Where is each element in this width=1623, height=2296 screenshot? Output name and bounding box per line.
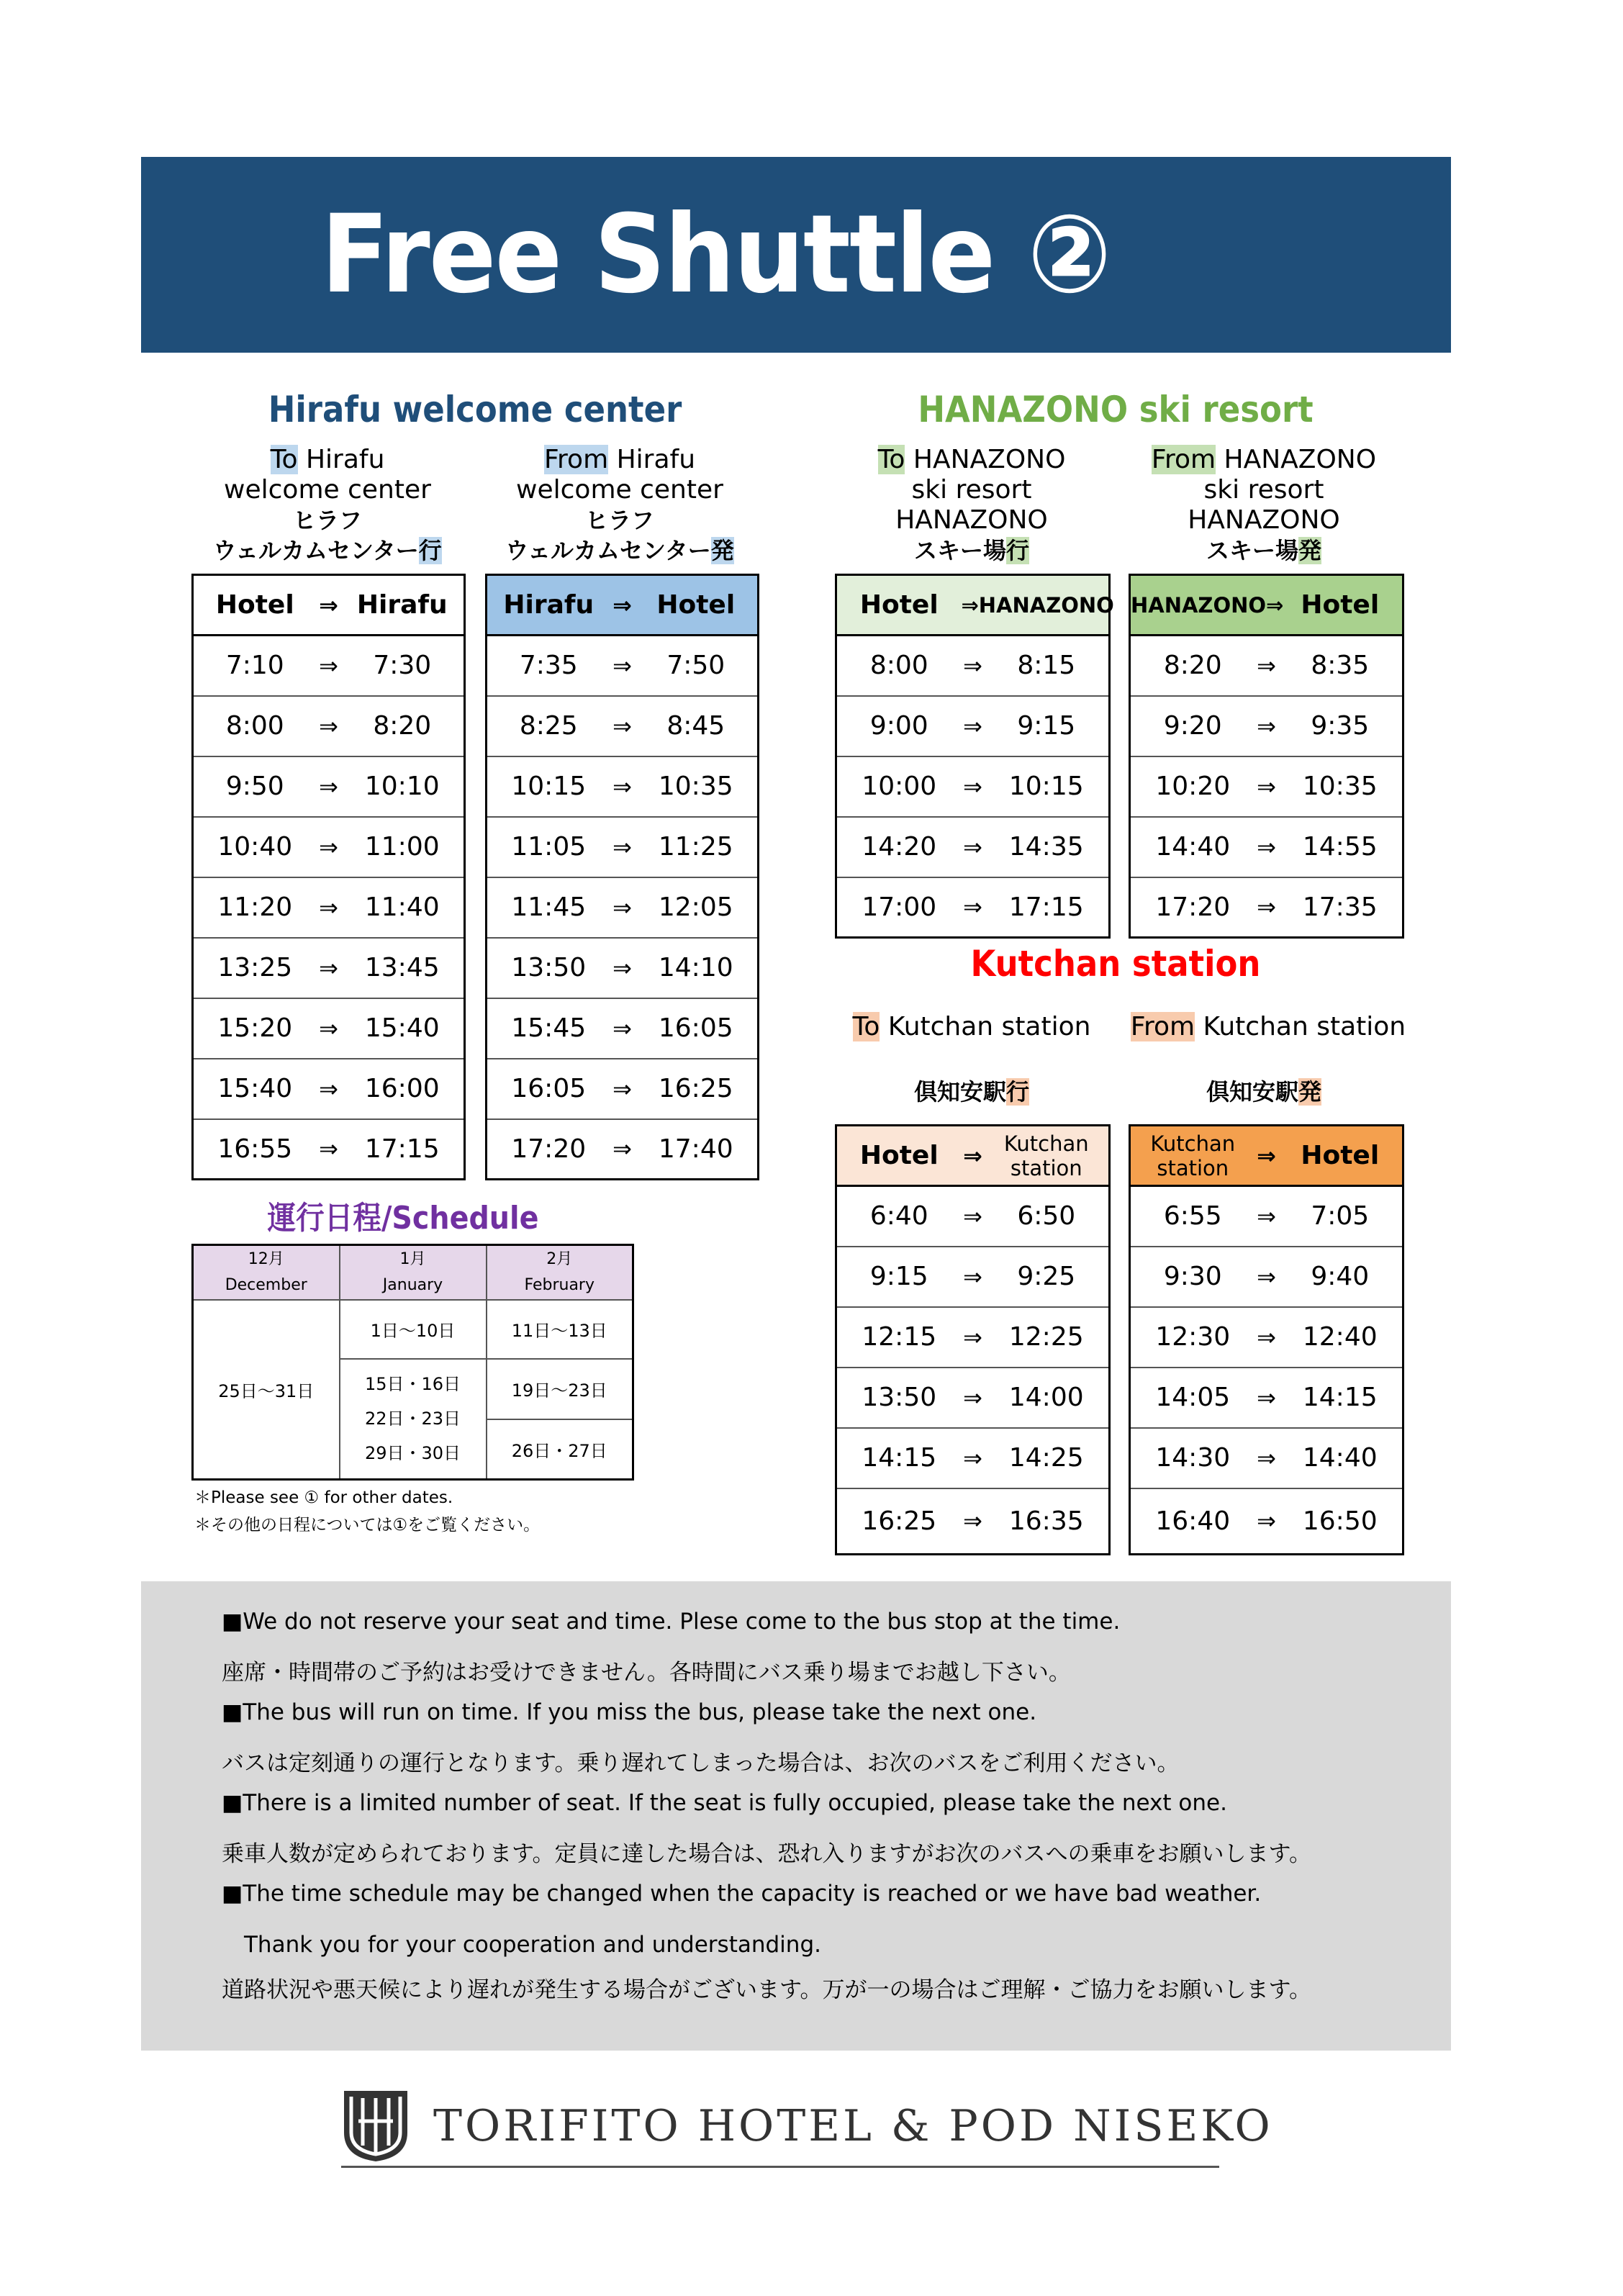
heading-jp-highlight: 発 <box>710 537 734 564</box>
time-cell: 16:55 <box>193 1119 317 1180</box>
time-cell: 17:20 <box>487 1119 610 1180</box>
table-row <box>1130 1186 1403 1247</box>
notice-line: Thank you for your cooperation and understanding. <box>222 1932 821 1958</box>
time-cell: 10:15 <box>985 756 1110 817</box>
kutchan-from-jp <box>1127 1077 1401 1107</box>
notice-line: ■We do not reserve your seat and time. Plese come to the bus stop at the time. <box>222 1609 1121 1635</box>
heading-jp1: ヒラフ <box>292 507 362 534</box>
heading-jp1: ヒラフ <box>584 507 654 534</box>
time-cell: 9:00 <box>836 696 962 756</box>
table-row <box>1130 1307 1403 1368</box>
heading-jp-highlight: 行 <box>418 537 442 564</box>
time-cell: 8:20 <box>341 696 465 756</box>
arrow-cell: ⇒ <box>962 877 985 938</box>
header-cell: Hotel <box>193 575 317 636</box>
arrow-cell: ⇒ <box>317 877 341 938</box>
heading-line2: ski resort <box>1203 475 1324 505</box>
logo-text: TORIFITO HOTEL & POD NISEKO <box>433 2101 1273 2151</box>
table-row <box>193 817 465 877</box>
time-cell: 11:45 <box>487 877 610 938</box>
month-jp: 12月 <box>248 1249 284 1268</box>
time-cell: 11:25 <box>635 817 759 877</box>
hirafu-from-heading <box>487 445 753 566</box>
time-cell: 6:50 <box>985 1186 1110 1247</box>
heading-jp-highlight: 行 <box>1006 1078 1030 1106</box>
arrow-cell: ⇒ <box>1255 1428 1278 1488</box>
time-cell: 9:25 <box>985 1247 1110 1307</box>
time-cell: 14:40 <box>1278 1428 1403 1488</box>
arrow-cell: ⇒ <box>1255 756 1278 817</box>
heading-jp1: HANAZONO <box>895 505 1048 535</box>
time-cell: 15:20 <box>193 998 317 1059</box>
kutchan-to-jp <box>835 1077 1108 1107</box>
time-cell: 9:30 <box>1130 1247 1255 1307</box>
heading-jp2: ウェルカムセンター <box>213 537 419 564</box>
time-cell: 10:10 <box>341 756 465 817</box>
notice-line: 乗車人数が定められております。定員に達した場合は、恐れ入りますがお次のバスへの乗車をお願いします。 <box>222 1841 1312 1867</box>
time-cell: 9:50 <box>193 756 317 817</box>
time-cell: 13:25 <box>193 938 317 998</box>
table-row <box>1130 1247 1403 1307</box>
arrow-cell: ⇒ <box>317 575 341 636</box>
table-row <box>836 756 1110 817</box>
table-row <box>836 817 1110 877</box>
header-cell: HANAZONO⇒ <box>1130 575 1278 636</box>
time-cell: 14:35 <box>985 817 1110 877</box>
hirafu-to-table <box>191 574 466 1180</box>
month-en: December <box>225 1275 307 1294</box>
page-title: Free Shuttle ② <box>321 192 1111 317</box>
arrow-cell: ⇒ <box>610 636 635 696</box>
arrow-cell: ⇒ <box>610 877 635 938</box>
time-cell: 14:20 <box>836 817 962 877</box>
table-row <box>487 998 759 1059</box>
header-line2: station <box>1010 1155 1082 1180</box>
table-row <box>1130 1368 1403 1428</box>
arrow-cell: ⇒ <box>962 756 985 817</box>
time-cell: 16:05 <box>487 1059 610 1119</box>
time-cell: 10:35 <box>1278 756 1403 817</box>
time-cell: 6:40 <box>836 1186 962 1247</box>
table-row <box>836 1186 1110 1247</box>
month-en: January <box>382 1275 443 1294</box>
february-dates: 26日・27日 <box>487 1419 633 1480</box>
date-line: 29日・30日 <box>364 1443 461 1464</box>
table-row <box>1130 696 1403 756</box>
header-cell <box>1130 1126 1255 1186</box>
time-cell: 16:40 <box>1130 1488 1255 1555</box>
hanazono-to-heading <box>835 445 1108 566</box>
time-cell: 12:30 <box>1130 1307 1255 1368</box>
time-cell: 14:10 <box>635 938 759 998</box>
hanazono-from-table <box>1129 574 1404 939</box>
heading-jp-highlight: 発 <box>1298 1078 1322 1106</box>
notice-line: ■There is a limited number of seat. If the seat is fully occupied, please take the next one. <box>222 1790 1227 1816</box>
hirafu-title: Hirafu welcome center <box>268 389 682 430</box>
table-row <box>836 696 1110 756</box>
time-cell: 8:00 <box>836 636 962 696</box>
table-row <box>836 636 1110 696</box>
time-cell: 10:35 <box>635 756 759 817</box>
time-cell: 16:35 <box>985 1488 1110 1555</box>
table-header-row <box>836 575 1110 636</box>
heading-highlight: To <box>852 1012 880 1041</box>
february-dates: 11日～13日 <box>487 1300 633 1359</box>
table-row <box>487 1059 759 1119</box>
time-cell: 9:20 <box>1130 696 1255 756</box>
heading-jp: 倶知安駅 <box>1206 1078 1298 1106</box>
time-cell: 14:40 <box>1130 817 1255 877</box>
time-cell: 8:45 <box>635 696 759 756</box>
january-dates: 1日～10日 <box>340 1300 487 1359</box>
time-cell: 10:00 <box>836 756 962 817</box>
heading-jp: 倶知安駅 <box>913 1078 1006 1106</box>
notice-line: 座席・時間帯のご予約はお受けできません。各時間にバス乗り場までお越し下さい。 <box>222 1660 1071 1686</box>
heading-jp1: HANAZONO <box>1188 505 1340 535</box>
arrow-cell: ⇒ <box>962 1428 985 1488</box>
header-cell: Hotel <box>1278 575 1403 636</box>
table-row <box>193 1059 465 1119</box>
arrow-cell: ⇒ <box>1255 1247 1278 1307</box>
table-row <box>193 756 465 817</box>
time-cell: 12:15 <box>836 1307 962 1368</box>
time-cell: 8:35 <box>1278 636 1403 696</box>
hanazono-from-heading <box>1127 445 1401 566</box>
arrow-cell: ⇒ <box>1255 1307 1278 1368</box>
schedule-row <box>193 1300 633 1359</box>
kutchan-to-table <box>835 1124 1111 1555</box>
time-cell: 10:40 <box>193 817 317 877</box>
time-cell: 12:25 <box>985 1307 1110 1368</box>
table-row <box>487 877 759 938</box>
time-cell: 12:40 <box>1278 1307 1403 1368</box>
time-cell: 17:15 <box>985 877 1110 938</box>
heading-line2: welcome center <box>224 475 431 505</box>
table-row <box>193 938 465 998</box>
table-row <box>487 636 759 696</box>
time-cell: 15:40 <box>341 998 465 1059</box>
heading-highlight: To <box>877 445 905 474</box>
time-cell: 7:50 <box>635 636 759 696</box>
time-cell: 17:40 <box>635 1119 759 1180</box>
arrow-cell: ⇒ <box>610 817 635 877</box>
arrow-cell: ⇒ <box>317 756 341 817</box>
arrow-cell: ⇒ <box>610 938 635 998</box>
arrow-cell: ⇒ <box>610 696 635 756</box>
table-row <box>836 1368 1110 1428</box>
table-row <box>193 1119 465 1180</box>
time-cell: 9:15 <box>836 1247 962 1307</box>
time-cell: 17:20 <box>1130 877 1255 938</box>
table-row <box>193 998 465 1059</box>
arrow-cell: ⇒ <box>1255 877 1278 938</box>
header-cell: Hotel <box>1278 1126 1403 1186</box>
time-cell: 14:15 <box>1278 1368 1403 1428</box>
kutchan-from-heading <box>1127 1012 1409 1042</box>
schedule-table <box>191 1244 634 1481</box>
arrow-cell: ⇒ <box>317 696 341 756</box>
arrow-cell: ⇒ <box>317 1059 341 1119</box>
arrow-cell: ⇒ <box>610 1059 635 1119</box>
time-cell: 11:20 <box>193 877 317 938</box>
time-cell: 14:05 <box>1130 1368 1255 1428</box>
table-row <box>487 938 759 998</box>
title-banner <box>141 157 1451 353</box>
table-header-row <box>1130 575 1403 636</box>
month-header <box>487 1245 633 1300</box>
hirafu-from-table <box>485 574 759 1180</box>
kutchan-title: Kutchan station <box>970 943 1261 985</box>
heading-jp-highlight: 発 <box>1298 537 1322 564</box>
time-cell: 9:40 <box>1278 1247 1403 1307</box>
time-cell: 13:50 <box>487 938 610 998</box>
time-cell: 14:55 <box>1278 817 1403 877</box>
header-cell <box>985 1126 1110 1186</box>
arrow-cell: ⇒ <box>962 1368 985 1428</box>
arrow-cell: ⇒ <box>1255 1126 1278 1186</box>
notice-line: 道路状況や悪天候により遅れが発生する場合がございます。万が一の場合はご理解・ご協力をお願いします。 <box>222 1977 1312 2003</box>
notice-line: バスは定刻通りの運行となります。乗り遅れてしまった場合は、お次のバスをご利用ください。 <box>222 1750 1180 1776</box>
heading-jp2: ウェルカムセンター <box>505 537 711 564</box>
time-cell: 15:45 <box>487 998 610 1059</box>
january-dates <box>340 1359 487 1480</box>
header-cell: Hotel <box>635 575 759 636</box>
arrow-cell: ⇒ <box>610 1119 635 1180</box>
time-cell: 17:15 <box>341 1119 465 1180</box>
month-header <box>193 1245 340 1300</box>
arrow-cell: ⇒ <box>962 696 985 756</box>
arrow-cell: ⇒ <box>962 1247 985 1307</box>
hanazono-title: HANAZONO ski resort <box>918 389 1314 430</box>
arrow-cell: ⇒ <box>962 1307 985 1368</box>
time-cell: 7:10 <box>193 636 317 696</box>
heading-rest: Hirafu <box>297 445 385 474</box>
time-cell: 10:15 <box>487 756 610 817</box>
heading-jp-highlight: 行 <box>1006 537 1030 564</box>
kutchan-from-table <box>1129 1124 1404 1555</box>
heading-line2: ski resort <box>911 475 1032 505</box>
kutchan-to-heading <box>835 1012 1108 1042</box>
heading-jp2: スキー場 <box>1206 537 1298 564</box>
hirafu-to-heading <box>194 445 461 566</box>
table-row <box>487 696 759 756</box>
arrow-cell: ⇒ <box>610 998 635 1059</box>
time-cell: 10:20 <box>1130 756 1255 817</box>
hotel-logo <box>341 2085 1273 2166</box>
table-header-row <box>487 575 759 636</box>
table-header-row <box>193 575 465 636</box>
heading-jp2: スキー場 <box>913 537 1006 564</box>
time-cell: 16:50 <box>1278 1488 1403 1555</box>
february-dates: 19日～23日 <box>487 1359 633 1419</box>
header-cell: Hirafu <box>487 575 610 636</box>
arrow-cell: ⇒ <box>610 756 635 817</box>
table-row <box>1130 877 1403 938</box>
logo-underline <box>341 2166 1219 2168</box>
time-cell: 8:00 <box>193 696 317 756</box>
arrow-cell: ⇒ <box>317 817 341 877</box>
time-cell: 12:05 <box>635 877 759 938</box>
schedule-note-jp: ＊その他の日程については①をご覧ください。 <box>194 1516 541 1535</box>
time-cell: 9:15 <box>985 696 1110 756</box>
table-row <box>1130 1428 1403 1488</box>
heading-rest: HANAZONO <box>1216 445 1377 474</box>
header-line1: Kutchan <box>1150 1131 1236 1156</box>
time-cell: 11:05 <box>487 817 610 877</box>
heading-rest: Hirafu <box>608 445 696 474</box>
month-header <box>340 1245 487 1300</box>
arrow-cell: ⇒ <box>962 1126 985 1186</box>
table-row <box>1130 1488 1403 1555</box>
time-cell: 8:25 <box>487 696 610 756</box>
table-row <box>487 817 759 877</box>
table-row <box>193 696 465 756</box>
table-row <box>836 1488 1110 1555</box>
time-cell: 16:25 <box>635 1059 759 1119</box>
arrow-cell: ⇒ <box>962 817 985 877</box>
table-row <box>193 877 465 938</box>
hanazono-to-table <box>835 574 1114 939</box>
table-row <box>1130 817 1403 877</box>
table-row <box>487 756 759 817</box>
time-cell: 9:35 <box>1278 696 1403 756</box>
time-cell: 7:35 <box>487 636 610 696</box>
arrow-cell: ⇒ <box>317 938 341 998</box>
table-row <box>836 1307 1110 1368</box>
arrow-cell: ⇒ <box>962 1186 985 1247</box>
time-cell: 13:50 <box>836 1368 962 1428</box>
month-jp: 2月 <box>546 1249 573 1268</box>
time-cell: 14:00 <box>985 1368 1110 1428</box>
date-line: 22日・23日 <box>364 1409 461 1429</box>
time-cell: 16:00 <box>341 1059 465 1119</box>
arrow-cell: ⇒ <box>1255 1186 1278 1247</box>
time-cell: 11:40 <box>341 877 465 938</box>
header-line1: Kutchan <box>1003 1131 1089 1156</box>
table-header-row <box>836 1126 1110 1186</box>
heading-rest: Kutchan station <box>1195 1012 1406 1041</box>
header-cell: ⇒HANAZONO <box>962 575 1110 636</box>
arrow-cell: ⇒ <box>1255 1488 1278 1555</box>
notice-line: ■The bus will run on time. If you miss the bus, please take the next one. <box>222 1699 1037 1725</box>
time-cell: 14:30 <box>1130 1428 1255 1488</box>
logo-mark-icon <box>341 2088 410 2163</box>
arrow-cell: ⇒ <box>1255 696 1278 756</box>
time-cell: 11:00 <box>341 817 465 877</box>
table-row <box>1130 636 1403 696</box>
table-row <box>836 1428 1110 1488</box>
time-cell: 14:25 <box>985 1428 1110 1488</box>
table-header-row <box>1130 1126 1403 1186</box>
schedule-header-row <box>193 1245 633 1300</box>
time-cell: 15:40 <box>193 1059 317 1119</box>
header-cell: Hotel <box>836 575 962 636</box>
arrow-cell: ⇒ <box>610 575 635 636</box>
heading-rest: Kutchan station <box>880 1012 1091 1041</box>
arrow-cell: ⇒ <box>317 1119 341 1180</box>
arrow-cell: ⇒ <box>1255 636 1278 696</box>
heading-rest: HANAZONO <box>905 445 1066 474</box>
december-dates: 25日～31日 <box>193 1300 340 1480</box>
header-cell: Hirafu <box>341 575 465 636</box>
time-cell: 6:55 <box>1130 1186 1255 1247</box>
notice-box <box>141 1581 1451 2051</box>
arrow-cell: ⇒ <box>1255 817 1278 877</box>
heading-highlight: To <box>270 445 298 474</box>
time-cell: 8:20 <box>1130 636 1255 696</box>
heading-highlight: From <box>1151 445 1216 474</box>
time-cell: 14:15 <box>836 1428 962 1488</box>
arrow-cell: ⇒ <box>1255 1368 1278 1428</box>
heading-highlight: From <box>543 445 609 474</box>
time-cell: 8:15 <box>985 636 1110 696</box>
time-cell: 16:05 <box>635 998 759 1059</box>
heading-highlight: From <box>1130 1012 1195 1041</box>
arrow-cell: ⇒ <box>962 1488 985 1555</box>
arrow-cell: ⇒ <box>962 636 985 696</box>
header-cell: Hotel <box>836 1126 962 1186</box>
schedule-title: 運行日程/Schedule <box>267 1200 539 1237</box>
header-line2: station <box>1157 1155 1229 1180</box>
table-row <box>487 1119 759 1180</box>
table-row <box>836 877 1110 938</box>
time-cell: 13:45 <box>341 938 465 998</box>
table-row <box>836 1247 1110 1307</box>
table-row <box>1130 756 1403 817</box>
time-cell: 17:35 <box>1278 877 1403 938</box>
time-cell: 17:00 <box>836 877 962 938</box>
date-line: 15日・16日 <box>364 1374 461 1395</box>
notice-line: ■The time schedule may be changed when the capacity is reached or we have bad weather. <box>222 1881 1262 1907</box>
time-cell: 7:05 <box>1278 1186 1403 1247</box>
arrow-cell: ⇒ <box>317 636 341 696</box>
heading-line2: welcome center <box>516 475 723 505</box>
month-jp: 1月 <box>399 1249 426 1268</box>
time-cell: 16:25 <box>836 1488 962 1555</box>
table-row <box>193 636 465 696</box>
month-en: February <box>524 1275 595 1294</box>
time-cell: 7:30 <box>341 636 465 696</box>
arrow-cell: ⇒ <box>317 998 341 1059</box>
schedule-note-en: ＊Please see ① for other dates. <box>194 1488 453 1507</box>
